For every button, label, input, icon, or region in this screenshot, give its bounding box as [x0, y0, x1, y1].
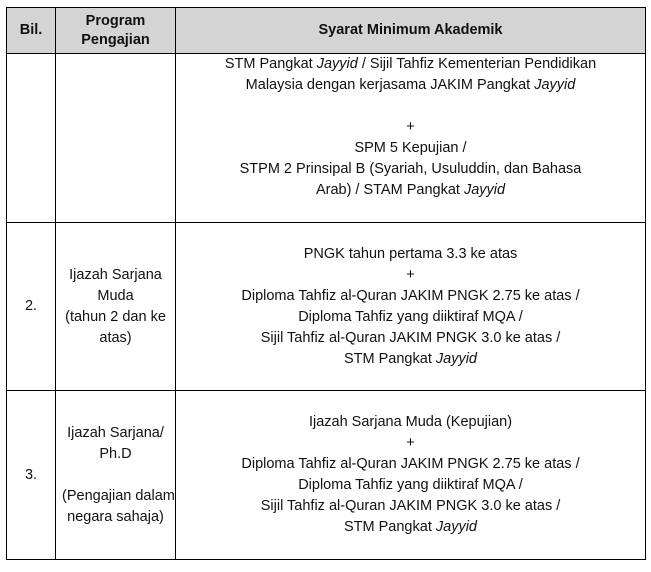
- requirements-table: [6, 7, 646, 560]
- header-bil: Bil.: [7, 8, 56, 54]
- cell-program: [56, 54, 176, 223]
- cell-bil: 3.: [7, 391, 56, 560]
- cell-bil: 2.: [7, 223, 56, 391]
- cell-syarat: STM Pangkat Jayyid / Sijil Tahfiz Kementerian Pendidikan Malaysia dengan kerjasama JAKIM Pangkat Jayyid + SPM 5 Kepujian / STPM 2 Prinsipal B (Syariah, Usuluddin, dan Bahasa Arab) / STAM Pangkat Jayyid: [176, 54, 646, 223]
- table-row: [7, 223, 646, 391]
- table-header-row: [7, 8, 646, 54]
- table-row: [7, 391, 646, 560]
- cell-bil: [7, 54, 56, 223]
- cell-program: Ijazah Sarjana/ Ph.D (Pengajian dalam negara sahaja): [56, 391, 176, 560]
- cell-syarat: Ijazah Sarjana Muda (Kepujian) + Diploma Tahfiz al-Quran JAKIM PNGK 2.75 ke atas / Diploma Tahfiz yang diiktiraf MQA / Sijil Tahfiz al-Quran JAKIM PNGK 3.0 ke atas / STM Pangkat Jayyid: [176, 391, 646, 560]
- cell-syarat: PNGK tahun pertama 3.3 ke atas + Diploma Tahfiz al-Quran JAKIM PNGK 2.75 ke atas / Diploma Tahfiz yang diiktiraf MQA / Sijil Tahfiz al-Quran JAKIM PNGK 3.0 ke atas / STM Pangkat Jayyid: [176, 223, 646, 391]
- header-syarat: Syarat Minimum Akademik: [176, 8, 646, 54]
- header-program: Program Pengajian: [56, 8, 176, 54]
- cell-program: Ijazah Sarjana Muda (tahun 2 dan ke atas): [56, 223, 176, 391]
- table-row: [7, 54, 646, 223]
